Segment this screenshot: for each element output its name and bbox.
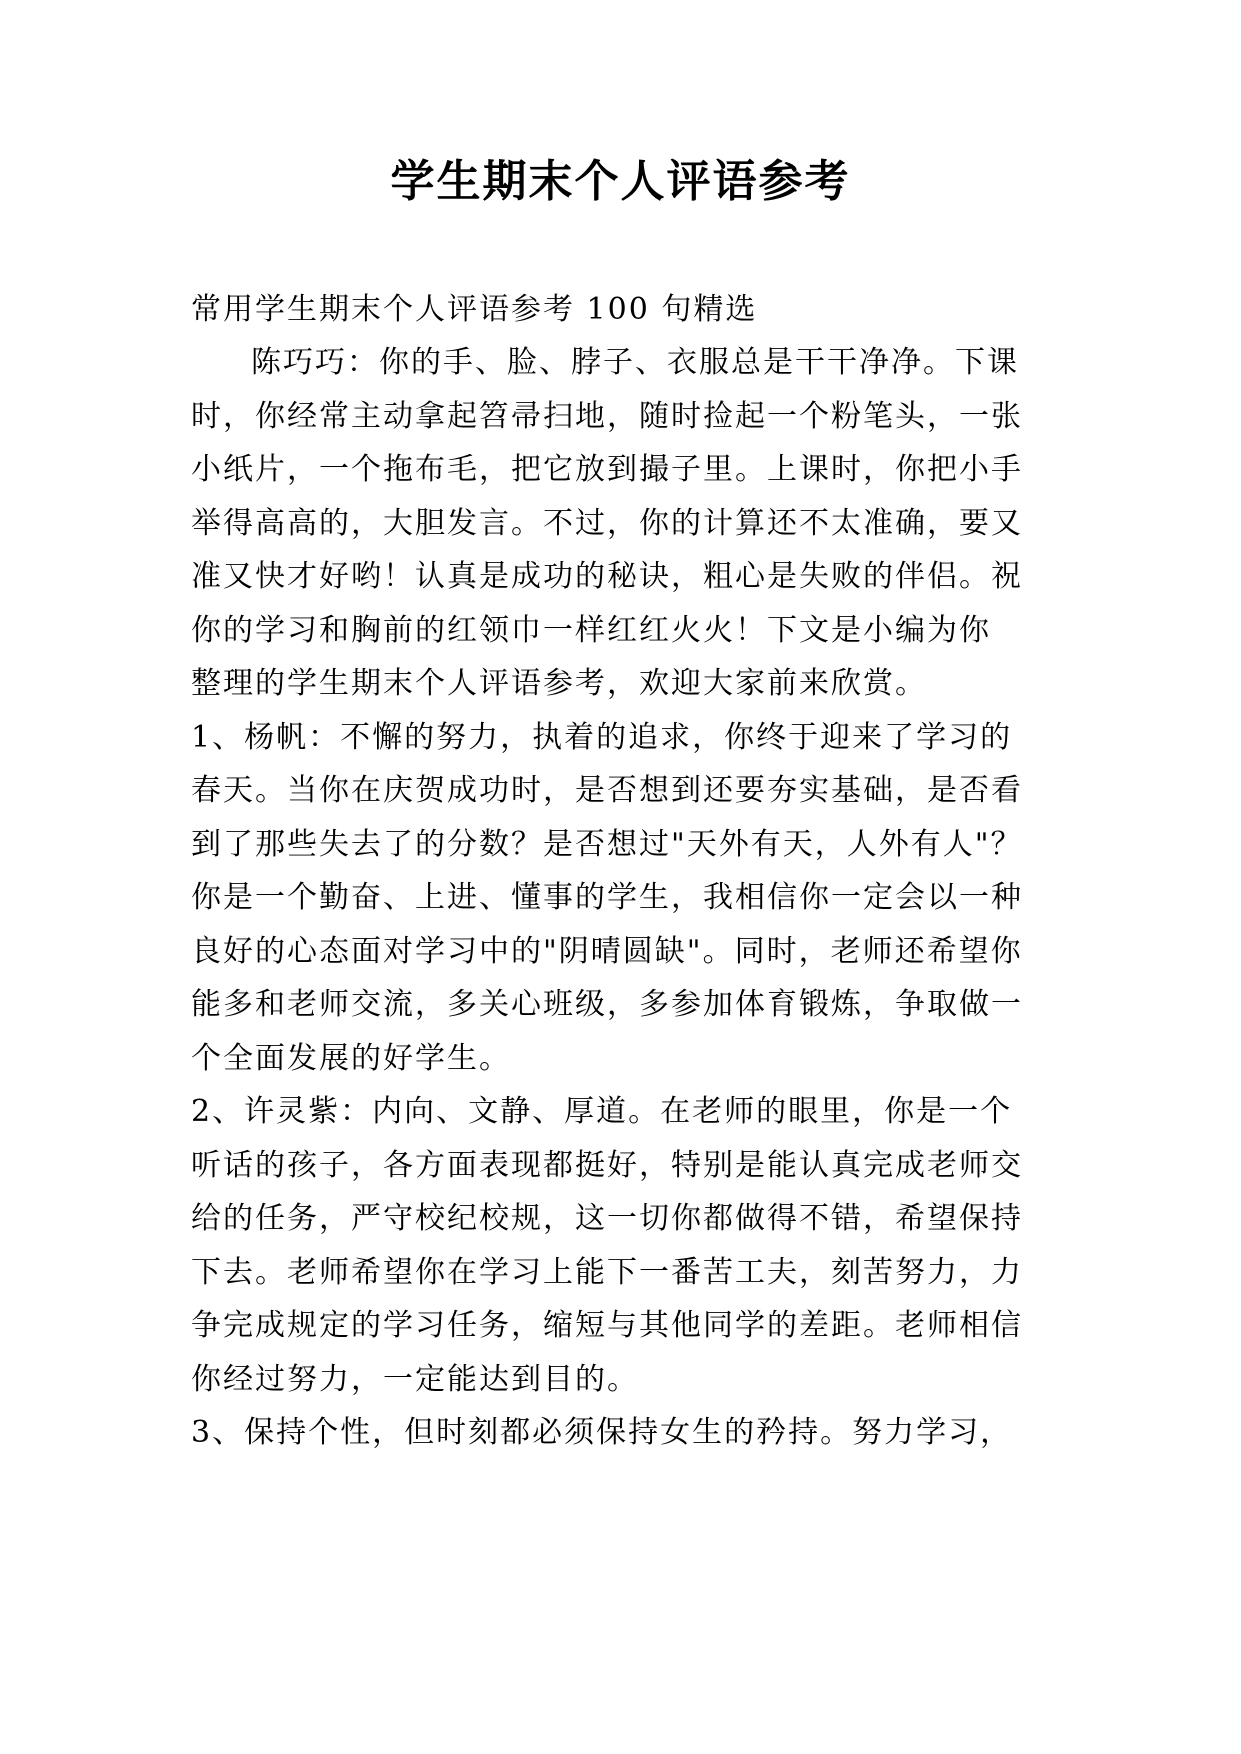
paragraph-line: 准又快才好哟！认真是成功的秘诀，粗心是失败的伴侣。祝 [191, 559, 1023, 594]
paragraph-line: 陈巧巧：你的手、脸、脖子、衣服总是干干净净。下课 [251, 345, 1019, 380]
paragraph-line: 听话的孩子，各方面表现都挺好，特别是能认真完成老师交 [191, 1148, 1023, 1183]
paragraph-line: 2、许灵紫：内向、文静、厚道。在老师的眼里，你是一个 [191, 1094, 1013, 1129]
subtitle-line: 常用学生期末个人评语参考 100 句精选 [191, 292, 758, 327]
paragraph-line: 3、保持个性，但时刻都必须保持女生的矜持。努力学习， [191, 1415, 1013, 1450]
paragraph-line: 你经过努力，一定能达到目的。 [191, 1362, 639, 1397]
paragraph-line: 给的任务，严守校纪校规，这一切你都做得不错，希望保持 [191, 1201, 1023, 1236]
paragraph-line: 下去。老师希望你在学习上能下一番苦工夫，刻苦努力，力 [191, 1255, 1023, 1290]
paragraph-line: 良好的心态面对学习中的"阴晴圆缺"。同时，老师还希望你 [191, 934, 1023, 969]
paragraph-line: 争完成规定的学习任务，缩短与其他同学的差距。老师相信 [191, 1308, 1023, 1343]
paragraph-line: 举得高高的，大胆发言。不过，你的计算还不太准确，要又 [191, 506, 1023, 541]
paragraph-line: 能多和老师交流，多关心班级，多参加体育锻炼，争取做一 [191, 987, 1023, 1022]
paragraph-line: 小纸片，一个拖布毛，把它放到撮子里。上课时，你把小手 [191, 452, 1023, 487]
paragraph-line: 整理的学生期末个人评语参考，欢迎大家前来欣赏。 [191, 666, 927, 701]
paragraph-line: 你是一个勤奋、上进、懂事的学生，我相信你一定会以一种 [191, 880, 1023, 915]
paragraph-line: 春天。当你在庆贺成功时，是否想到还要夯实基础，是否看 [191, 773, 1023, 808]
paragraph-line: 个全面发展的好学生。 [191, 1041, 511, 1076]
document-title: 学生期末个人评语参考 [390, 156, 851, 207]
paragraph-line: 1、杨帆：不懈的努力，执着的追求，你终于迎来了学习的 [191, 720, 1013, 755]
paragraph-line: 你的学习和胸前的红领巾一样红红火火！下文是小编为你 [191, 613, 991, 648]
paragraph-line: 时，你经常主动拿起笤帚扫地，随时捡起一个粉笔头，一张 [191, 399, 1023, 434]
paragraph-line: 到了那些失去了的分数？是否想过"天外有天，人外有人"？ [191, 827, 1023, 862]
